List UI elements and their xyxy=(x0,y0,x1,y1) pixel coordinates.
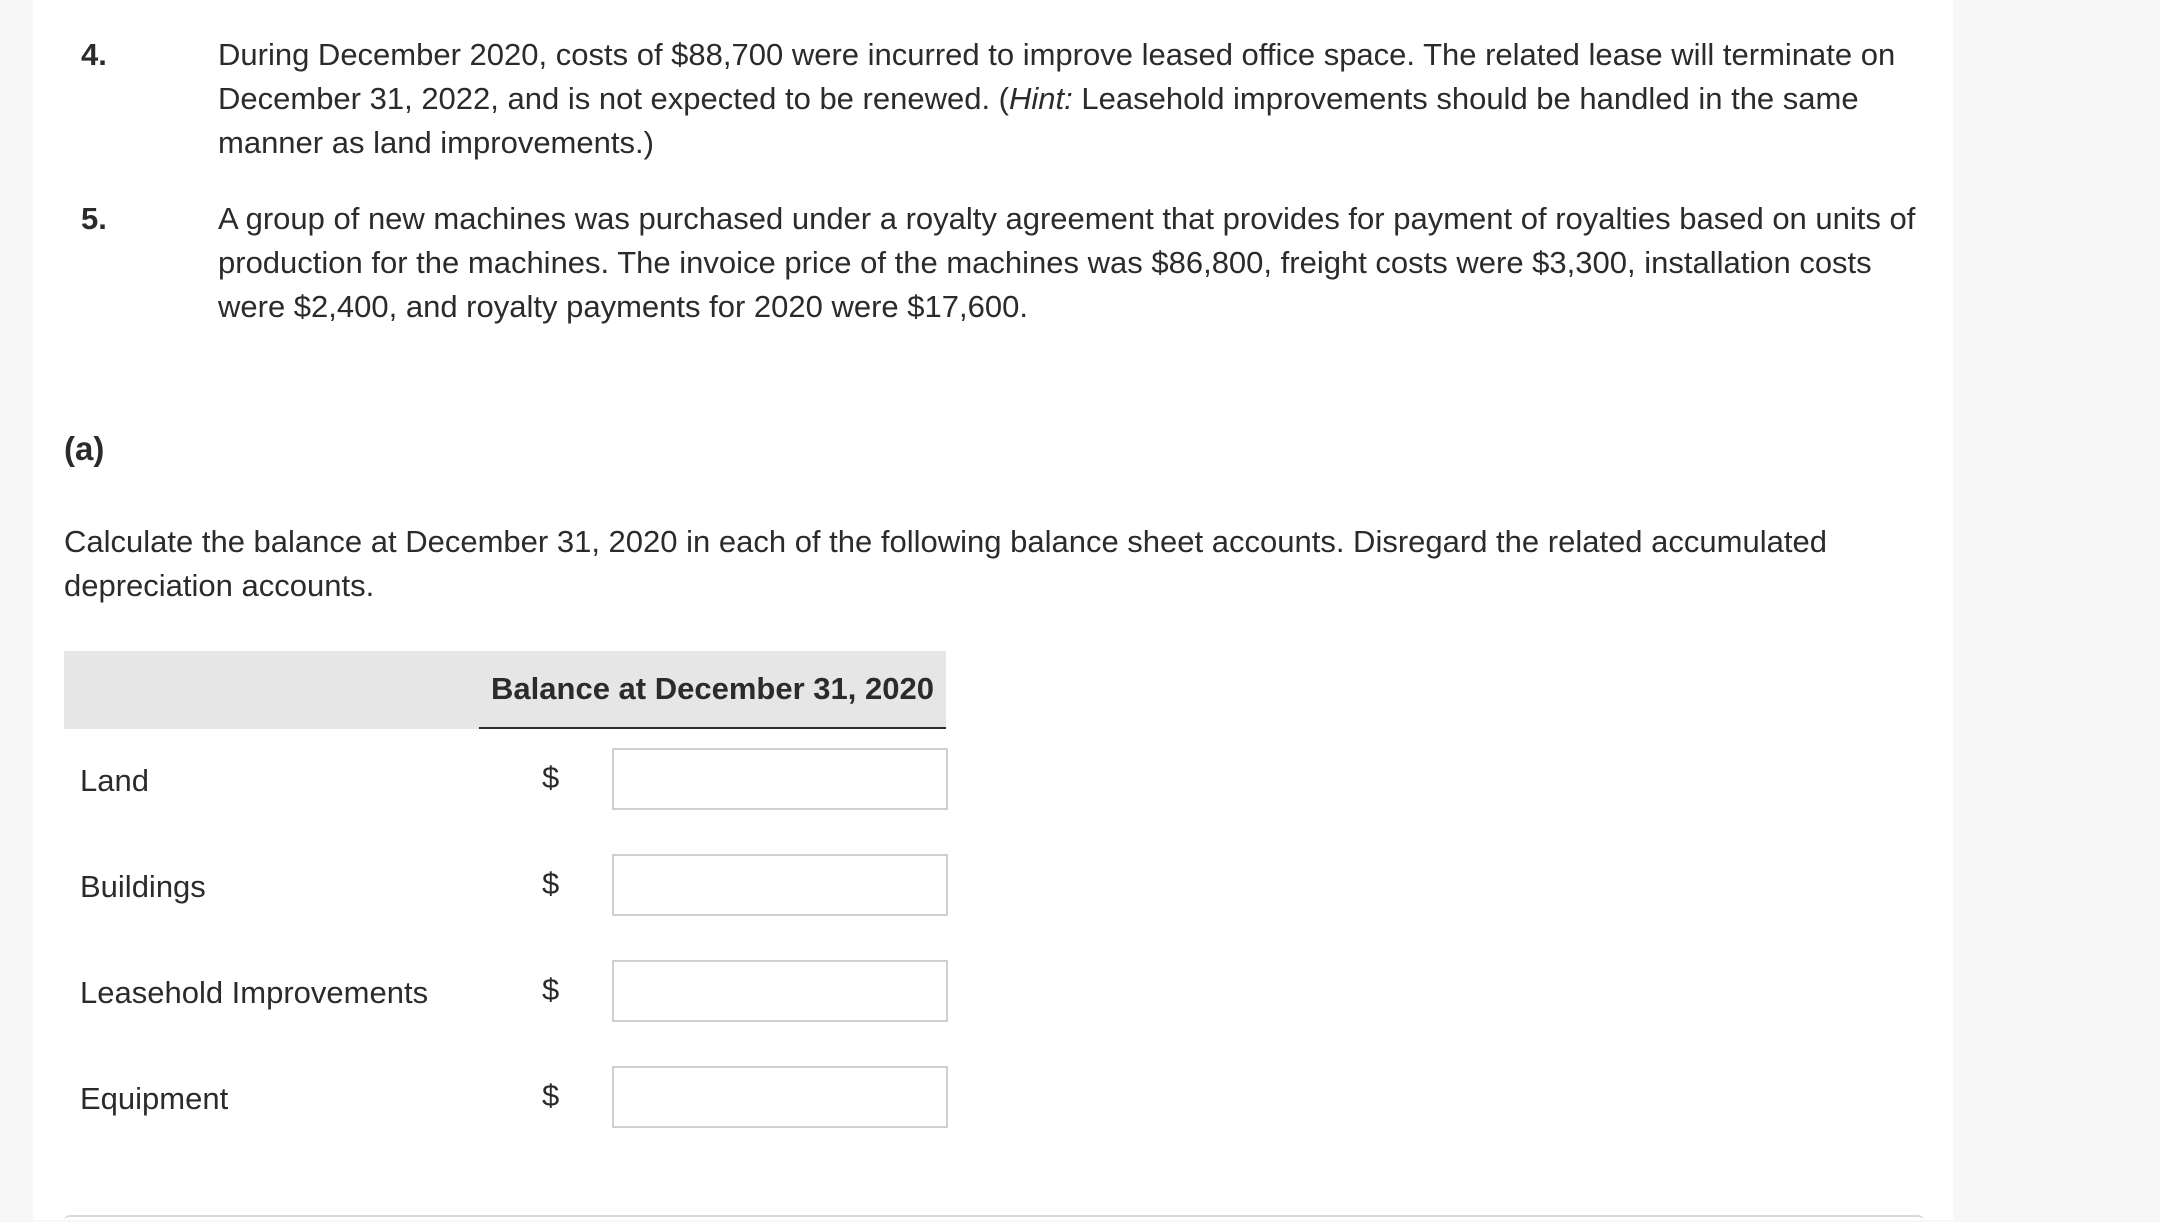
table-row-leasehold-improvements xyxy=(64,960,946,1026)
table-row-equipment xyxy=(64,1066,946,1132)
table-row-land xyxy=(64,748,946,814)
currency-symbol: $ xyxy=(542,972,560,1007)
part-label: (a) xyxy=(64,430,105,467)
part-instructions: Calculate the balance at December 31, 2020 in each of the following balance sheet accounts. Disregard the related accumulated depreciation accounts. xyxy=(64,524,1827,603)
leasehold-improvements-balance-input[interactable] xyxy=(612,960,948,1022)
table-row-buildings xyxy=(64,854,946,920)
question-panel xyxy=(33,0,1953,1220)
row-label: Buildings xyxy=(80,869,206,904)
item-text-part: Leasehold improvements should be handled in the same manner as land improvements.) xyxy=(218,81,1859,160)
item-text: A group of new machines was purchased under a royalty agreement that provides for payment of royalties based on units of production for the machines. The invoice price of the machines was $86,800, freight costs were $3,300, installation costs were $2,400, and royalty payments for 2020 were $17,600. xyxy=(218,201,1916,324)
balance-table xyxy=(64,651,946,1116)
currency-symbol: $ xyxy=(542,1078,560,1113)
hint-label: Hint: xyxy=(1009,81,1073,116)
currency-symbol: $ xyxy=(542,760,560,795)
row-label: Leasehold Improvements xyxy=(80,975,429,1010)
item-text xyxy=(218,33,1938,165)
column-header-balance: Balance at December 31, 2020 xyxy=(479,651,946,729)
row-label: Equipment xyxy=(80,1081,229,1116)
item-number: 4. xyxy=(81,37,107,72)
section-divider xyxy=(64,1215,1924,1222)
currency-symbol: $ xyxy=(542,866,560,901)
table-header xyxy=(64,651,946,729)
land-balance-input[interactable] xyxy=(612,748,948,810)
equipment-balance-input[interactable] xyxy=(612,1066,948,1128)
row-label: Land xyxy=(80,763,149,798)
item-text-part: During December 2020, costs of $88,700 were incurred to improve leased office space. The related lease will terminate on December 31, 2022, and is not expected to be renewed. ( xyxy=(218,37,1896,116)
item-number: 5. xyxy=(81,201,107,236)
buildings-balance-input[interactable] xyxy=(612,854,948,916)
